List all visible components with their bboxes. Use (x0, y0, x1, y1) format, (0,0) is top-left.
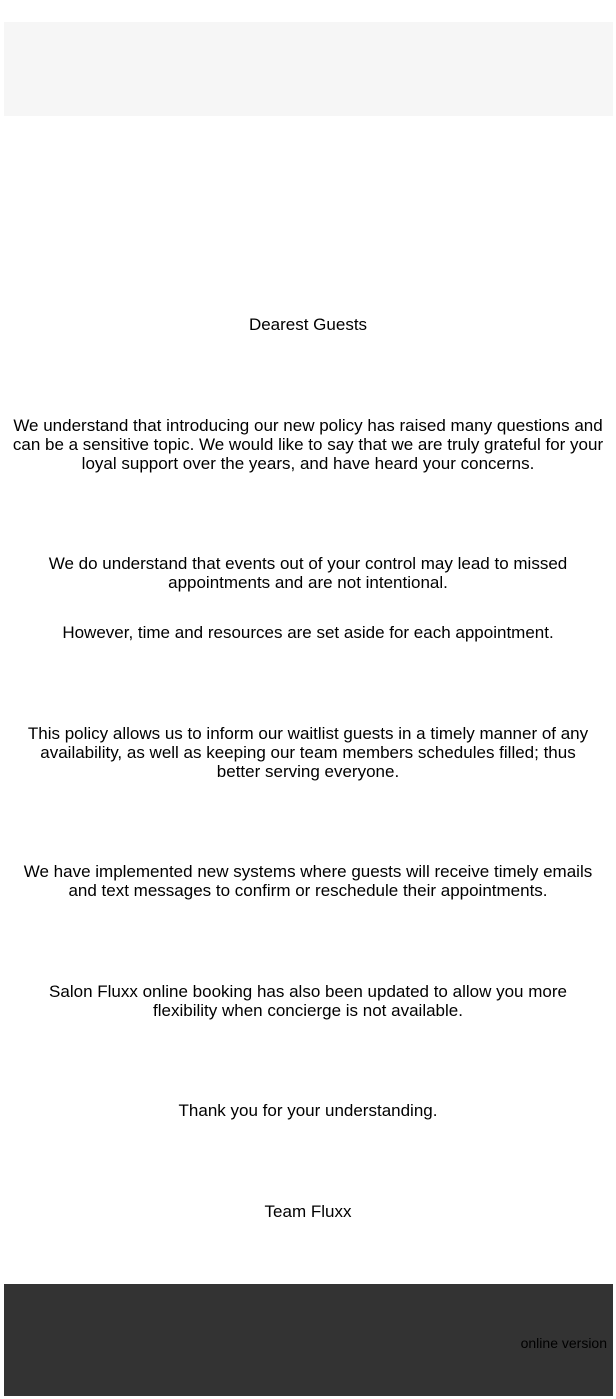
header-banner (4, 22, 613, 116)
waitlist-policy-paragraph: This policy allows us to inform our waitlist guests in a timely manner of any availability, as well as keeping our team members schedules filled; thus better serving everyone. (27, 724, 589, 781)
online-booking-paragraph: Salon Fluxx online booking has also been updated to allow you more flexibility when concierge is not available. (49, 982, 567, 1020)
policy-intro-paragraph: We understand that introducing our new policy has raised many questions and can be a sensitive topic. We would like to say that we are truly grateful for your loyal support over the years, and have heard your concerns. (12, 416, 604, 473)
thank-you-paragraph: Thank you for your understanding. (178, 1101, 438, 1120)
resources-paragraph: However, time and resources are set aside for each appointment. (62, 623, 554, 642)
online-version-link[interactable]: online version (520, 1335, 607, 1351)
signoff: Team Fluxx (264, 1202, 352, 1221)
missed-appointments-paragraph: We do understand that events out of your control may lead to missed appointments and are not intentional. (48, 554, 568, 592)
confirmation-systems-paragraph: We have implemented new systems where guests will receive timely emails and text messages to confirm or reschedule their appointments. (23, 862, 593, 900)
footer-banner (4, 1284, 613, 1396)
greeting: Dearest Guests (248, 315, 368, 334)
